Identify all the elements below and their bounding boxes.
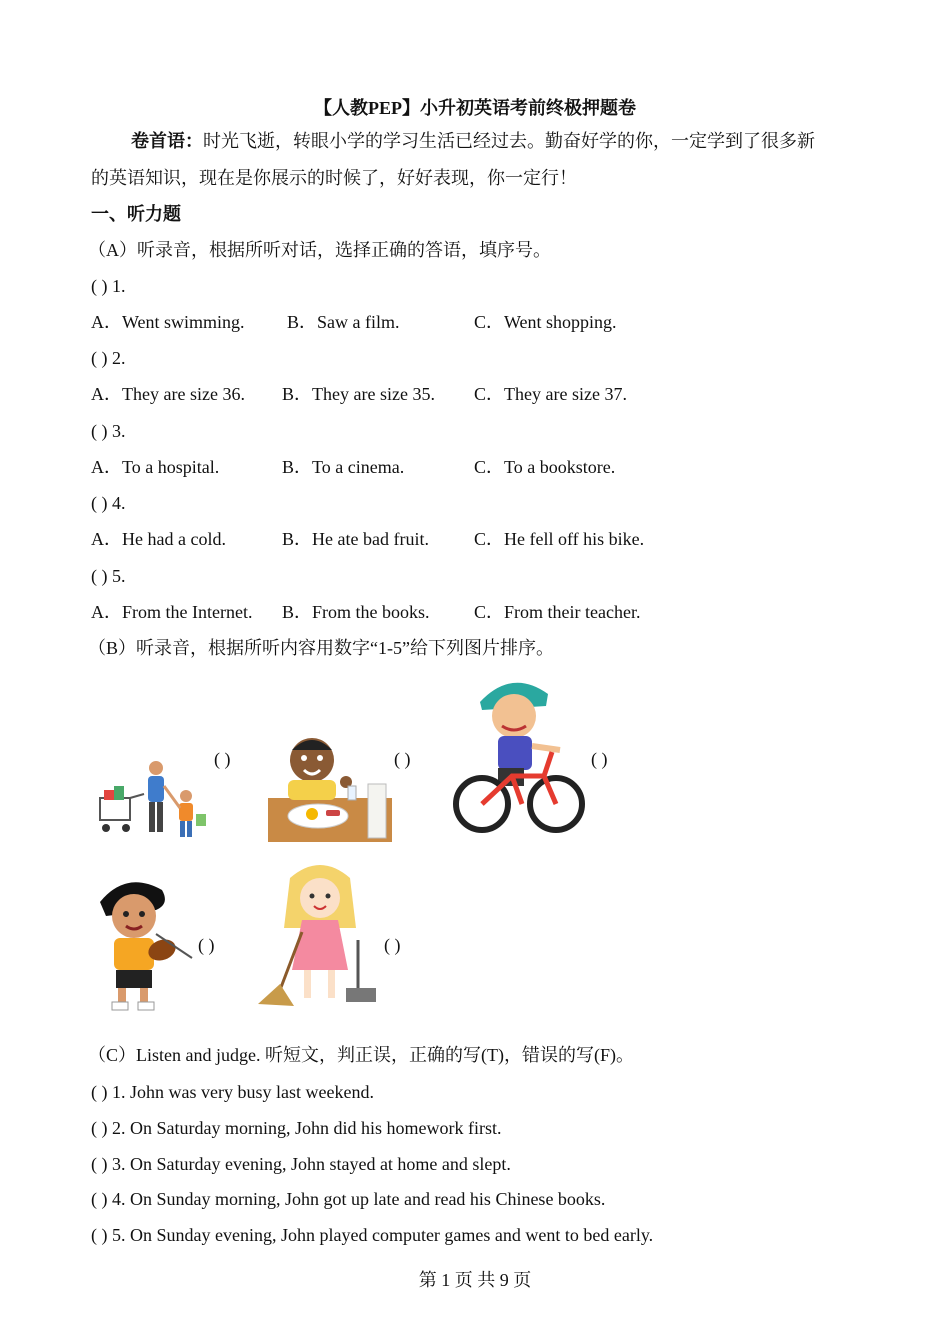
sweeping-picture [254,858,380,1008]
answer-blank[interactable]: ( ) [214,749,231,769]
option-c[interactable]: C．Went shopping. [474,312,617,332]
page-title: 【人教PEP】小升初英语考前终极押题卷 [314,98,636,118]
part-c-instruction: （C）Listen and judge. 听短文，判正误，正确的写(T)，错误的写(F)。 [88,1045,634,1065]
question-stem[interactable]: ( ) 4. [91,493,126,513]
part-a-instruction: （A）听录音，根据所听对话，选择正确的答语，填序号。 [88,240,551,260]
option-b[interactable]: B．To a cinema. [282,457,405,477]
judge-item[interactable]: ( ) 3. On Saturday evening, John stayed at home and slept. [91,1154,511,1174]
option-c[interactable]: C．They are size 37. [474,384,627,404]
preface-label: 卷首语： [131,131,203,151]
option-c[interactable]: C．From their teacher. [474,602,641,622]
question-stem[interactable]: ( ) 5. [91,566,126,586]
judge-item[interactable]: ( ) 2. On Saturday morning, John did his homework first. [91,1118,502,1138]
option-b[interactable]: B．From the books. [282,602,430,622]
option-a[interactable]: A．From the Internet. [91,602,253,622]
option-a[interactable]: A．He had a cold. [91,529,226,549]
option-a[interactable]: A．Went swimming. [91,312,245,332]
preface-line-2: 的英语知识，现在是你展示的时候了，好好表现，你一定行！ [91,168,577,188]
answer-blank[interactable]: ( ) [394,749,411,769]
question-stem[interactable]: ( ) 1. [91,276,126,296]
option-c[interactable]: C．To a bookstore. [474,457,616,477]
option-c[interactable]: C．He fell off his bike. [474,529,645,549]
judge-item[interactable]: ( ) 1. John was very busy last weekend. [91,1082,374,1102]
answer-blank[interactable]: ( ) [591,749,608,769]
judge-item[interactable]: ( ) 4. On Sunday morning, John got up late and read his Chinese books. [91,1189,606,1209]
answer-blank[interactable]: ( ) [384,935,401,955]
judge-item[interactable]: ( ) 5. On Sunday evening, John played computer games and went to bed early. [91,1225,654,1245]
preface-text-1: 时光飞逝，转眼小学的学习生活已经过去。勤奋好学的你，一定学到了很多新 [203,131,815,151]
part-b-instruction: （B）听录音，根据所听内容用数字“1-5”给下列图片排序。 [88,638,554,658]
page-footer: 第 1 页 共 9 页 [418,1270,532,1290]
option-a[interactable]: A．To a hospital. [91,457,220,477]
breakfast-picture [268,728,392,842]
option-b[interactable]: B．They are size 35. [282,384,435,404]
question-stem[interactable]: ( ) 2. [91,348,126,368]
question-stem[interactable]: ( ) 3. [91,421,126,441]
preface-line-1 [131,130,815,152]
cycling-picture [452,672,588,842]
option-b[interactable]: B．Saw a film. [287,312,400,332]
option-a[interactable]: A．They are size 36. [91,384,245,404]
section-heading: 一、听力题 [91,204,181,224]
answer-blank[interactable]: ( ) [198,935,215,955]
shopping-picture [96,756,216,846]
option-b[interactable]: B．He ate bad fruit. [282,529,429,549]
violin-picture [96,876,196,1012]
